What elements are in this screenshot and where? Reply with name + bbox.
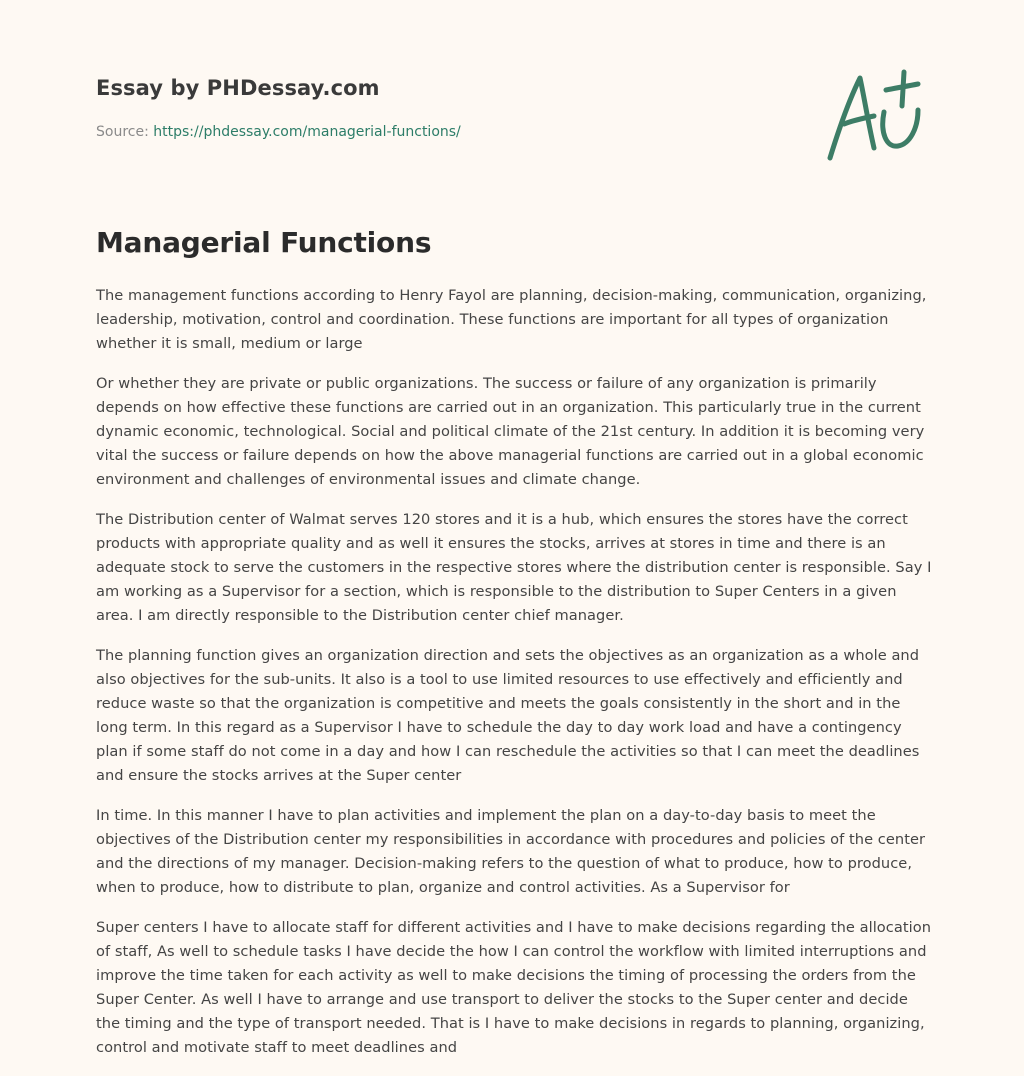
source-link[interactable]: https://phdessay.com/managerial-functions/ [153,124,461,140]
essay-paragraph: Or whether they are private or public organizations. The success or failure of any organization is primarily depends on how effective these functions are carried out in an organization. This particularly true in the current dynamic economic, technological. Social and political climate of the 21st century. In addition it is becoming very vital the success or failure depends on how the above managerial functions are carried out in a global economic environment and challenges of environmental issues and climate change. [96,375,925,488]
essay-title: Managerial Functions [96,226,432,259]
essay-body [96,284,932,1076]
essay-paragraph: The Distribution center of Walmat serves 120 stores and it is a hub, which ensures the stores have the correct products with appropriate quality and as well it ensures the stocks, arrives at stores in time and there is an adequate stock to serve the customers in the respective stores where the distribution center is responsible. Say I am working as a Supervisor for a section, which is responsible to the distribution to Super Centers in a given area. I am directly responsible to the Distribution center chief manager. [96,511,932,624]
essay-paragraph: The planning function gives an organization direction and sets the objectives as an organization as a whole and also objectives for the sub-units. It also is a tool to use limited resources to use effectively and efficiently and reduce waste so that the organization is competitive and meets the goals consistently in the short and in the long term. In this regard as a Supervisor I have to schedule the day to day work load and have a contingency plan if some staff do not come in a day and how I can reschedule the activities so that I can meet the deadlines and ensure the stocks arrives at the Super center [96,647,920,784]
site-title: Essay by PHDessay.com [96,76,380,100]
essay-paragraph: Super centers I have to allocate staff for different activities and I have to make decisions regarding the allocation of staff, As well to schedule tasks I have decide the how I can control the workflow with limited interruptions and improve the time taken for each activity as well to make decisions the timing of processing the orders from the Super Center. As well I have to arrange and use transport to deliver the stocks to the Super center and decide the timing and the type of transport needed. That is I have to make decisions in regards to planning, organizing, control and motivate staff to meet deadlines and [96,919,932,1056]
source-label: Source: [96,124,149,140]
essay-paragraph: The management functions according to Henry Fayol are planning, decision-making, communication, organizing, leadership, motivation, control and coordination. These functions are important for all types of organization whether it is small, medium or large [96,287,927,352]
source-line [96,124,461,140]
essay-paragraph: In time. In this manner I have to plan activities and implement the plan on a day-to-day basis to meet the objectives of the Distribution center my responsibilities in accordance with procedures and policies of the center and the directions of my manager. Decision-making refers to the question of what to produce, how to produce, when to produce, how to distribute to plan, organize and control activities. As a Supervisor for [96,807,926,896]
a-plus-logo-icon [822,66,932,166]
